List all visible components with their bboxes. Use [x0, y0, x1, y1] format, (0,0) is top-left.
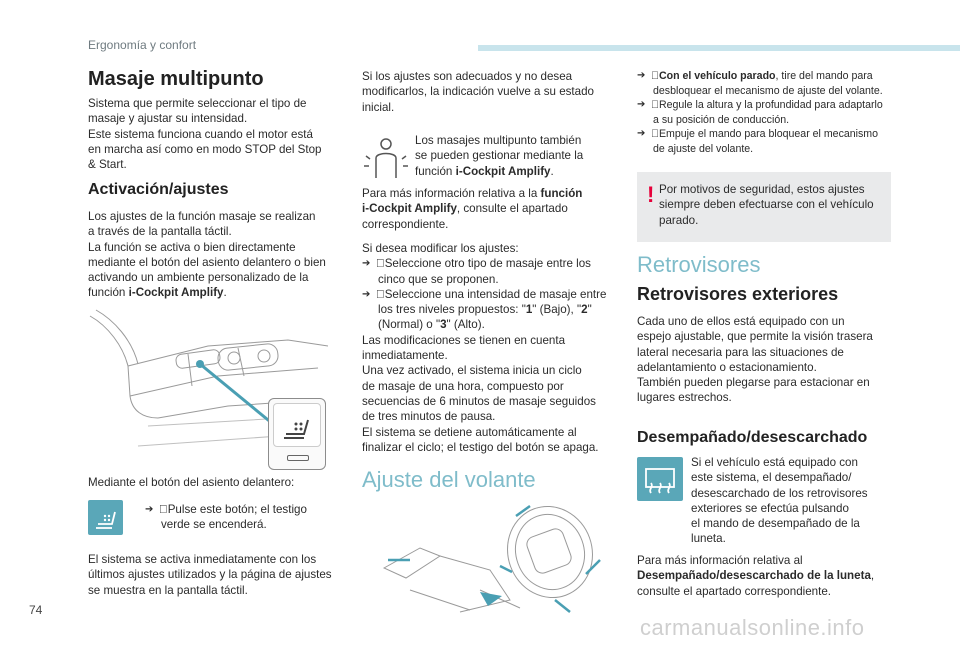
- closing-paragraph: El sistema se activa inmediatamente con los últimos ajustes utilizados y la página de ajustes se muestra en la pantalla táctil.: [88, 553, 332, 597]
- multipoint-note: Los masajes multipunto también se pueden gestionar mediante la función i-Cockpit Amplify.: [415, 134, 584, 178]
- defrost-title: Desempañado/desescarchado: [637, 429, 868, 446]
- steering-section-title: Ajuste del volante: [362, 467, 536, 492]
- header-accent-bar: [478, 45, 960, 51]
- bullet-arrow-icon: ➔: [145, 504, 154, 515]
- defrost-paragraph: Si el vehículo está equipado con este sistema, el desempañado/ desescarchado de los retrovisores exteriores se efectúa pulsando el mando de desempañado de la luneta.: [691, 456, 868, 546]
- defrost-more-info: Para más información relativa al Desempañado/desescarchado de la luneta, consulte el apartado correspondiente.: [637, 554, 875, 598]
- more-info-paragraph: Para más información relativa a la función i-Cockpit Amplify, consulte el apartado correspondiente.: [362, 187, 583, 231]
- safety-warning-box: [637, 172, 891, 242]
- subsection-title: Activación/ajustes: [88, 181, 229, 198]
- page-title: Masaje multipunto: [88, 68, 264, 90]
- steering-wheel-illustration: [380, 500, 610, 618]
- section-header: Ergonomía y confort: [88, 38, 197, 52]
- warning-icon: !: [647, 182, 655, 207]
- exterior-mirrors-title: Retrovisores exteriores: [637, 284, 839, 304]
- seat-massage-button[interactable]: [268, 398, 326, 470]
- button-caption: Mediante el botón del asiento delantero:: [88, 476, 295, 489]
- mirrors-section-title: Retrovisores: [637, 252, 761, 277]
- page-number: 74: [29, 603, 43, 617]
- massage-person-icon: [362, 134, 412, 180]
- press-button-step: ➔ Pulse este botón; el testigo verde se encenderá.: [145, 503, 307, 532]
- modify-settings-list: Si desea modificar los ajustes: ➔ Seleccione otro tipo de masaje entre los cinco que se proponen. ➔ Seleccione una intensidad de masaje entre los tres niveles propuestos: "1" (Bajo), "2" (Normal) o "3" (Alto). Las modificaciones se tienen en cuenta inmediatamente. Una vez activado, el sistema inicia un ciclo de masaje de una hora, compuesto por secuencias de 6 minutos de masaje seguidos de tres minutos de pausa. El sistema se detiene automáticamente al finalizar el ciclo; el testigo del botón se apaga.: [362, 242, 607, 454]
- rear-defrost-icon: [637, 457, 683, 501]
- intro-paragraph: Sistema que permite seleccionar el tipo de masaje y ajustar su intensidad. Este sistema funciona cuando el motor está en marcha así como en modo STOP del Stop & Start.: [88, 97, 322, 172]
- activation-paragraph: Los ajustes de la función masaje se realizan a través de la pantalla táctil. La función se activa o bien directamente mediante el botón del asiento delantero o bien activando un ambiente personalizado de la función i-Cockpit Amplify.: [88, 210, 326, 300]
- indicator-light: [287, 455, 309, 461]
- exterior-mirrors-paragraph: Cada uno de ellos está equipado con un espejo ajustable, que permite la visión trasera lateral necesaria para las situaciones de adelantamiento o estacionamiento. También pueden plegarse para estacionar en lugares estrechos.: [637, 315, 873, 405]
- seat-massage-icon: [88, 500, 123, 535]
- seat-massage-button-icon: [273, 403, 321, 447]
- watermark: carmanualsonline.info: [640, 615, 865, 640]
- settings-return-paragraph: Si los ajustes son adecuados y no desea modificarlos, la indicación vuelve a su estado inicial.: [362, 70, 594, 114]
- steering-steps: ➔ Con el vehículo parado, tire del mando para desbloquear el mecanismo de ajuste del volante. ➔ Regule la altura y la profundidad para adaptarlo a su posición de conducción. ➔ Empuje el mando para bloquear el mecanismo de ajuste del volante.: [637, 70, 883, 155]
- warning-text: Por motivos de seguridad, estos ajustes siempre deben efectuarse con el vehículo parado.: [659, 183, 874, 227]
